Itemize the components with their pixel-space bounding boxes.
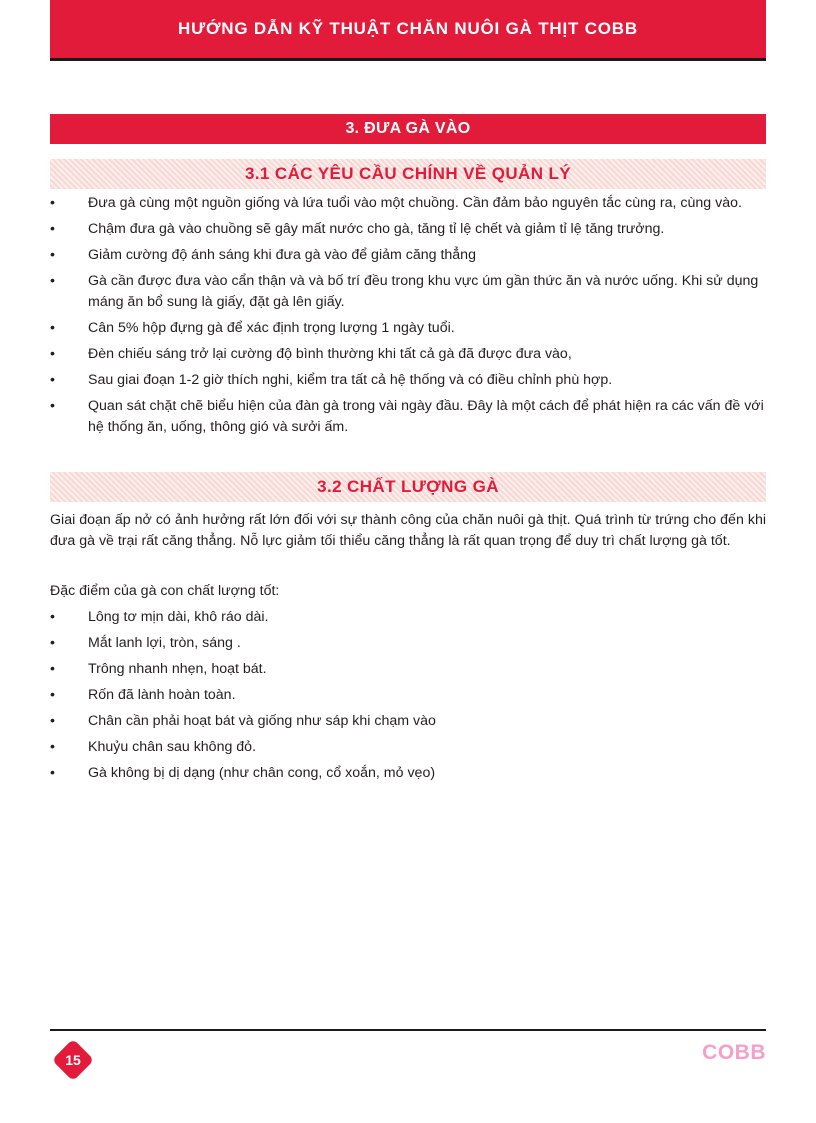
chick-quality-list <box>50 607 766 789</box>
list-item: • Rốn đã lành hoàn toàn. <box>50 685 766 706</box>
list-item: • Khuỷu chân sau không đỏ. <box>50 737 766 758</box>
page-number: 15 <box>65 1052 81 1068</box>
list-item: • Gà không bị dị dạng (như chân cong, cổ xoắn, mỏ vẹo) <box>50 763 766 784</box>
bullet-icon: • <box>50 739 55 755</box>
cobb-logo: COBB <box>702 1041 766 1064</box>
subsection-title-management: 3.1 CÁC YÊU CẦU CHÍNH VỀ QUẢN LÝ <box>244 164 572 183</box>
bullet-icon: • <box>50 372 55 388</box>
list-item: • Giảm cường độ ánh sáng khi đưa gà vào để giảm căng thẳng <box>50 245 766 266</box>
chick-quality-lead: Đặc điểm của gà con chất lượng tốt: <box>50 583 280 599</box>
list-item: • Đưa gà cùng một nguồn giống và lứa tuổi vào một chuồng. Cần đảm bảo nguyên tắc cùng ra, cùng vào. <box>50 193 766 214</box>
footer-divider <box>50 1029 766 1031</box>
list-item: • Đèn chiếu sáng trở lại cường độ bình thường khi tất cả gà đã được đưa vào, <box>50 344 766 365</box>
bullet-icon: • <box>50 609 55 625</box>
list-item: • Chậm đưa gà vào chuồng sẽ gây mất nước cho gà, tăng tỉ lệ chết và giảm tỉ lệ tăng trưởng. <box>50 219 766 240</box>
subsection-heading-management <box>50 159 766 189</box>
section-title: 3. ĐƯA GÀ VÀO <box>345 120 471 137</box>
bullet-icon: • <box>50 687 55 703</box>
bullet-icon: • <box>50 765 55 781</box>
list-item: • Sau giai đoạn 1-2 giờ thích nghi, kiểm tra tất cả hệ thống và có điều chỉnh phù hợp. <box>50 370 766 391</box>
list-item: • Cân 5% hộp đựng gà để xác định trọng lượng 1 ngày tuổi. <box>50 318 766 339</box>
bullet-icon: • <box>50 713 55 729</box>
bullet-icon: • <box>50 398 55 414</box>
bullet-icon: • <box>50 320 55 336</box>
document-header-title: HƯỚNG DẪN KỸ THUẬT CHĂN NUÔI GÀ THỊT COBB <box>178 19 638 38</box>
document-header-banner <box>50 0 766 61</box>
chick-quality-paragraph: Giai đoạn ấp nở có ảnh hưởng rất lớn đối với sự thành công của chăn nuôi gà thịt. Quá trình từ trứng cho đến khi đưa gà về trại rất căng thẳng. Nỗ lực giảm tối thiểu căng thẳng là rất quan trọng để duy trì chất lượng gà tốt. <box>50 512 766 549</box>
list-item: • Mắt lanh lợi, tròn, sáng . <box>50 633 766 654</box>
bullet-icon: • <box>50 635 55 651</box>
subsection-heading-chick-quality <box>50 472 766 502</box>
page-number-badge <box>54 1041 92 1079</box>
list-item: • Gà cần được đưa vào cẩn thận và và bố trí đều trong khu vực úm gần thức ăn và nước uống. Khi sử dụng máng ăn bổ sung là giấy, đặt gà lên giấy. <box>50 273 759 310</box>
section-heading <box>50 114 766 144</box>
bullet-icon: • <box>50 221 55 237</box>
list-item: • Trông nhanh nhẹn, hoạt bát. <box>50 659 766 680</box>
bullet-icon: • <box>50 661 55 677</box>
subsection-title-chick-quality: 3.2 CHẤT LƯỢNG GÀ <box>317 477 499 496</box>
bullet-icon: • <box>50 247 55 263</box>
bullet-icon: • <box>50 195 55 211</box>
list-item: • Lông tơ mịn dài, khô ráo dài. <box>50 607 766 628</box>
bullet-icon: • <box>50 273 55 289</box>
bullet-icon: • <box>50 346 55 362</box>
list-item: • Chân cần phải hoạt bát và giống như sáp khi chạm vào <box>50 711 766 732</box>
list-item: • Quan sát chặt chẽ biểu hiện của đàn gà trong vài ngày đầu. Đây là một cách để phát hiện ra các vấn đề với hệ thống ăn, uống, thông gió và sưởi ấm. <box>50 398 764 435</box>
management-requirements-list <box>50 193 766 443</box>
